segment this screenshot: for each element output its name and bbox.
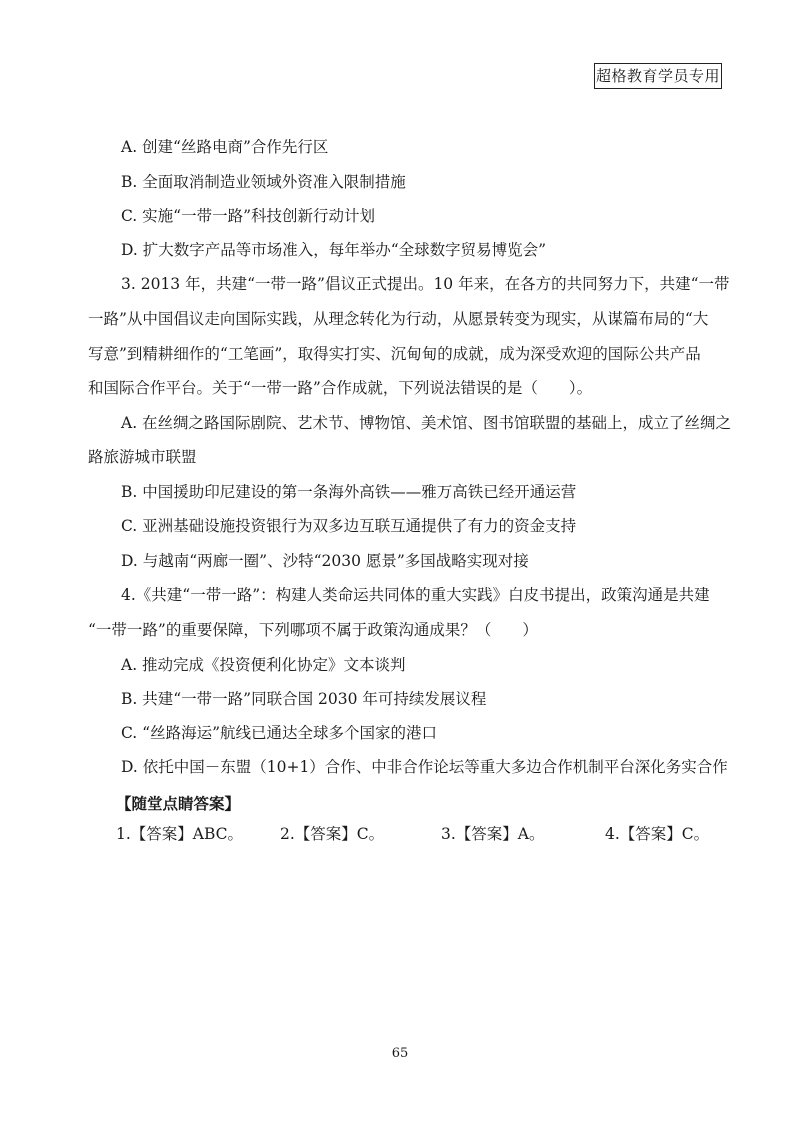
q3-stem-line-4: 和国际合作平台。关于“一带一路”合作成就，下列说法错误的是（ ）。 [88, 379, 593, 397]
q3-stem-line-1: 3. 2013 年，共建“一带一路”倡议正式提出。10 年来，在各方的共同努力下，共建“一带 [121, 275, 730, 293]
answer-item-2: 2.【答案】C。 [280, 825, 385, 843]
answer-item-4: 4.【答案】C。 [605, 825, 710, 843]
q4-option-d: D. 依托中国－东盟（10+1）合作、中非合作论坛等重大多边合作机制平台深化务实合作 [121, 758, 728, 776]
answer-item-1: 1.【答案】ABC。 [116, 825, 244, 843]
student-only-stamp: 超格教育学员专用 [594, 63, 722, 89]
q3-stem-line-3: 写意”到精耕细作的“工笔画”，取得实打实、沉甸甸的成就，成为深受欢迎的国际公共产品 [88, 345, 701, 363]
answer-list [0, 822, 800, 844]
q3-option-a-line-2: 路旅游城市联盟 [88, 448, 197, 466]
q4-option-b: B. 共建“一带一路”同联合国 2030 年可持续发展议程 [121, 690, 487, 708]
q3-stem-line-2: 一路”从中国倡议走向国际实践，从理念转化为行动，从愿景转变为现实，从谋篇布局的“大 [88, 310, 709, 328]
q2-option-b: B. 全面取消制造业领域外资准入限制措施 [121, 173, 406, 191]
q4-stem-line-2: “一带一路”的重要保障，下列哪项不属于政策沟通成果？（ ） [88, 621, 538, 639]
q4-option-a: A. 推动完成《投资便利化协定》文本谈判 [121, 656, 406, 674]
q3-option-a-line-1: A. 在丝绸之路国际剧院、艺术节、博物馆、美术馆、图书馆联盟的基础上，成立了丝绸之 [121, 414, 732, 432]
answer-section-title: 【随堂点睛答案】 [116, 794, 241, 813]
q2-option-c: C. 实施“一带一路”科技创新行动计划 [121, 207, 376, 225]
q4-option-c: C. “丝路海运”航线已通达全球多个国家的港口 [121, 724, 438, 742]
q2-option-a: A. 创建“丝路电商”合作先行区 [121, 138, 329, 156]
page-number: 65 [391, 1046, 409, 1061]
q4-stem-line-1: 4.《共建“一带一路”：构建人类命运共同体的重大实践》白皮书提出，政策沟通是共建 [121, 586, 710, 604]
q3-option-d: D. 与越南“两廊一圈”、沙特“2030 愿景”多国战略实现对接 [121, 552, 529, 570]
q2-option-d: D. 扩大数字产品等市场准入，每年举办“全球数字贸易博览会” [121, 241, 547, 259]
answer-item-3: 3.【答案】A。 [441, 825, 545, 843]
q3-option-b: B. 中国援助印尼建设的第一条海外高铁——雅万高铁已经开通运营 [121, 483, 577, 501]
q3-option-c: C. 亚洲基础设施投资银行为双多边互联互通提供了有力的资金支持 [121, 517, 577, 535]
